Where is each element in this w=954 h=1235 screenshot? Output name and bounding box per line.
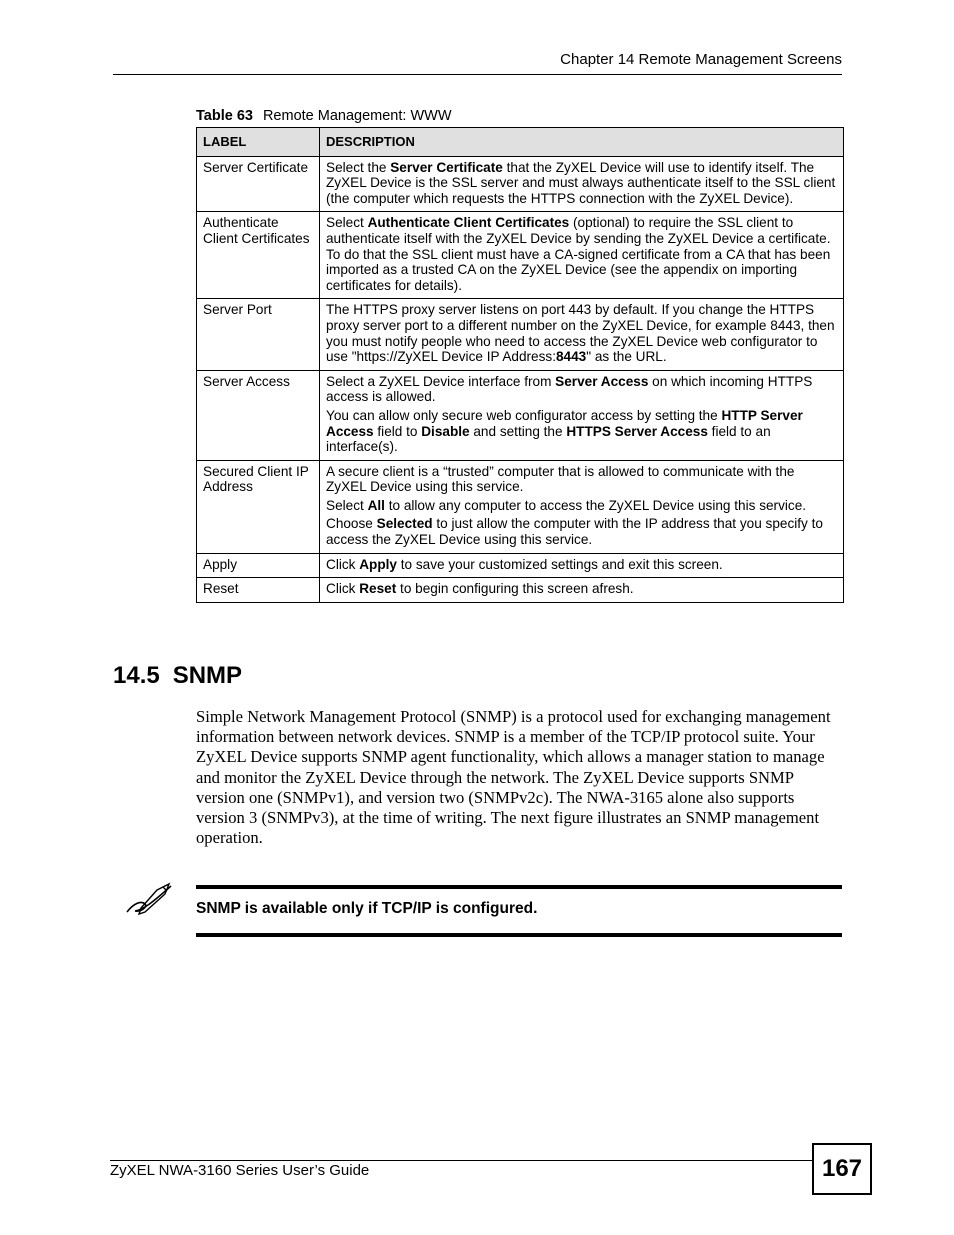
description-bold-term: HTTPS Server Access — [566, 423, 708, 439]
description-text: on which incoming HTTPS access is allowed. — [326, 373, 813, 405]
note-rule-top — [196, 885, 842, 889]
description-text: Select a ZyXEL Device interface from — [326, 373, 556, 389]
description-bold-term: Disable — [421, 423, 470, 439]
note-text: SNMP is available only if TCP/IP is configured. — [196, 900, 538, 917]
description-text: to allow any computer to access the ZyXEL Device using this service. — [384, 497, 807, 513]
row-label: Server Certificate — [197, 156, 320, 212]
description-paragraph — [326, 302, 838, 364]
footer-guide-title: ZyXEL NWA-3160 Series User’s Guide — [110, 1162, 370, 1179]
row-description — [320, 370, 844, 460]
section-heading — [113, 662, 242, 690]
section-title: SNMP — [172, 662, 243, 689]
description-text: to just allow the computer with the IP address that you specify to access the ZyXEL Device using this service. — [326, 516, 823, 548]
table-caption-label: Table 63 — [196, 108, 253, 124]
footer-rule — [110, 1160, 813, 1161]
row-description — [320, 553, 844, 578]
header-rule — [113, 74, 842, 75]
description-bold-term: Server Access — [555, 373, 649, 389]
row-label: Apply — [197, 553, 320, 578]
row-label: Secured Client IP Address — [197, 460, 320, 553]
table-caption-title: Remote Management: WWW — [262, 108, 452, 124]
description-paragraph — [326, 557, 838, 573]
row-description — [320, 212, 844, 299]
description-text: field to — [373, 423, 422, 439]
description-text: (optional) to require the SSL client to authenticate itself with the ZyXEL Device by sending the ZyXEL Device a certificate. To do that the SSL client must have a CA-signed certificate from a CA that has been imported as a trusted CA on the ZyXEL Device (see the appendix on importing certificates for details). — [326, 215, 831, 293]
row-label: Server Access — [197, 370, 320, 460]
description-text: " as the URL. — [586, 349, 667, 365]
description-bold-term: 8443 — [556, 349, 587, 365]
table-row — [197, 370, 844, 460]
table-row — [197, 212, 844, 299]
table-header-row — [197, 128, 844, 157]
description-text: Click — [326, 581, 360, 597]
description-paragraph — [326, 581, 838, 597]
row-description — [320, 460, 844, 553]
row-label: Server Port — [197, 299, 320, 370]
page-number: 167 — [812, 1143, 872, 1195]
row-description — [320, 578, 844, 603]
description-bold-term: All — [367, 497, 385, 513]
table-body — [197, 156, 844, 602]
description-bold-term: Apply — [359, 556, 397, 572]
description-text: The HTTPS proxy server listens on port 443 by default. If you change the HTTPS proxy server port to a different number on the ZyXEL Device, for example 8443, then you must notify people who need to access the ZyXEL Device web configurator to use "https://ZyXEL Device IP Address: — [326, 302, 835, 365]
description-paragraph — [326, 498, 838, 514]
table-row — [197, 553, 844, 578]
description-text: A secure client is a “trusted” computer that is allowed to communicate with the ZyXEL Device using this service. — [326, 463, 795, 495]
description-text: Select — [326, 497, 368, 513]
description-text: to save your customized settings and exit this screen. — [397, 556, 723, 572]
column-header-description: DESCRIPTION — [320, 128, 844, 157]
description-paragraph — [326, 516, 838, 547]
description-bold-term: Reset — [359, 581, 397, 597]
note-pen-icon — [123, 882, 175, 918]
description-text: Select the — [326, 159, 391, 175]
description-paragraph — [326, 374, 838, 405]
column-header-label: LABEL — [197, 128, 320, 157]
description-text: Choose — [326, 516, 377, 532]
row-label: Authenticate Client Certificates — [197, 212, 320, 299]
section-number: 14.5 — [113, 662, 160, 689]
description-text: Select — [326, 215, 368, 231]
snmp-description-paragraph: Simple Network Management Protocol (SNMP) is a protocol used for exchanging management information between network devices. SNMP is a member of the TCP/IP protocol suite. Your ZyXEL Device supports SNMP agent functionality, which allows a manager station to manage and monitor the ZyXEL Device through the network. The ZyXEL Device supports SNMP version one (SNMPv1), and version two (SNMPv2c). The NWA-3165 alone also supports version 3 (SNMPv3), at the time of writing. The next figure illustrates an SNMP management operation. — [196, 707, 831, 848]
table-row — [197, 299, 844, 370]
description-paragraph — [326, 215, 838, 293]
description-text: that the ZyXEL Device will use to identify itself. The ZyXEL Device is the SSL server and must always authenticate itself to the SSL client (the computer which requests the HTTPS connection with the ZyXEL Device). — [326, 159, 836, 206]
table-row — [197, 460, 844, 553]
description-text: field to an interface(s). — [326, 423, 771, 455]
description-paragraph — [326, 464, 838, 495]
description-paragraph — [326, 408, 838, 455]
description-bold-term: Server Certificate — [390, 159, 503, 175]
description-bold-term: HTTP Server Access — [326, 407, 803, 439]
description-paragraph — [326, 160, 838, 207]
description-text: to begin configuring this screen afresh. — [396, 581, 634, 597]
description-text: and setting the — [469, 423, 567, 439]
note-rule-bottom — [196, 933, 842, 937]
table-caption — [196, 108, 452, 124]
description-text: Click — [326, 556, 360, 572]
row-description — [320, 299, 844, 370]
table-row — [197, 578, 844, 603]
description-bold-term: Selected — [376, 516, 433, 532]
description-text: You can allow only secure web configurator access by setting the — [326, 407, 722, 423]
chapter-header: Chapter 14 Remote Management Screens — [560, 51, 842, 68]
row-description — [320, 156, 844, 212]
description-bold-term: Authenticate Client Certificates — [367, 215, 570, 231]
remote-management-www-table — [196, 127, 844, 603]
row-label: Reset — [197, 578, 320, 603]
table-row — [197, 156, 844, 212]
